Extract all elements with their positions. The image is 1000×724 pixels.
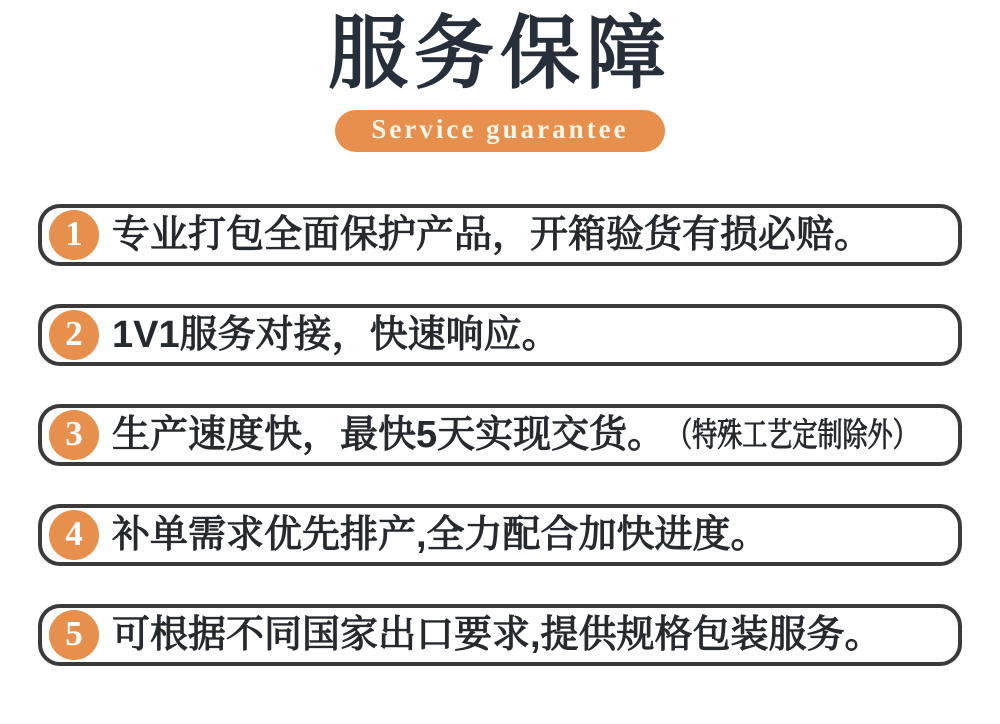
item-text: 补单需求优先排产,全力配合加快进度。 [112, 513, 769, 556]
subtitle-banner [335, 110, 664, 151]
item-number-badge: 2 [49, 310, 99, 360]
item-note: （特殊工艺定制除外） [667, 416, 918, 454]
guarantee-item-2 [38, 304, 962, 366]
item-number-badge: 1 [49, 210, 99, 260]
guarantee-item-3 [38, 404, 962, 466]
item-text: 专业打包全面保护产品，开箱验货有损必赔。 [112, 213, 873, 256]
item-number-badge: 5 [49, 610, 99, 660]
guarantee-item-4 [38, 504, 962, 566]
page-title: 服务保障 [328, 11, 672, 99]
subtitle-text: Service guarantee [371, 114, 629, 145]
item-text: 生产速度快，最快5天实现交货。 [112, 413, 666, 456]
guarantee-item-1 [38, 204, 962, 266]
item-text: 1V1服务对接，快速响应。 [112, 313, 560, 356]
guarantee-item-5 [38, 604, 962, 666]
item-number-badge: 4 [49, 510, 99, 560]
item-text: 可根据不同国家出口要求,提供规格包装服务。 [112, 613, 883, 656]
item-number-badge: 3 [49, 410, 99, 460]
guarantee-list [0, 204, 1000, 666]
page-header [0, 0, 1000, 152]
